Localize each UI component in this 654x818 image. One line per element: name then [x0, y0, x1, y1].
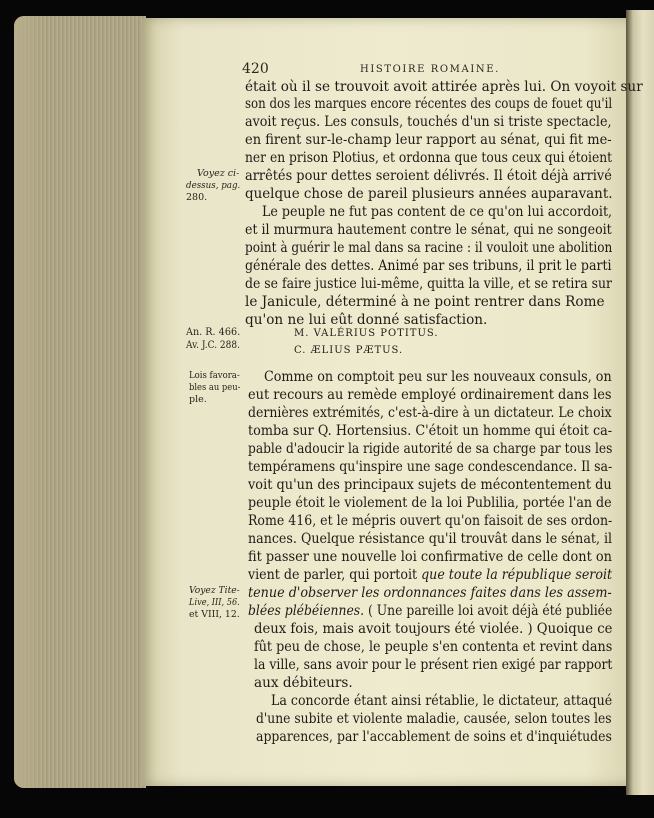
page-edges — [14, 16, 146, 788]
text-line: générale des dettes. Animé par ses tribuns, il prit le parti — [245, 258, 612, 274]
text-line: peuple étoit le violement de la loi Publilia, portée l'an de — [248, 495, 612, 511]
text-line: point à guérir le mal dans sa racine : il vouloit une abolition — [245, 240, 613, 256]
running-head: HISTOIRE ROMAINE. — [360, 64, 500, 75]
margin-note: et VIII, 12. — [189, 609, 240, 620]
margin-note: ple. — [189, 394, 207, 405]
text-line: la ville, sans avoir pour le présent rien exigé par rapport — [254, 657, 613, 673]
text-line: Le peuple ne fut pas content de ce qu'on lui accordoit, — [262, 204, 613, 220]
margin-note-date: An. R. 466. — [186, 327, 241, 338]
text-line: Rome 416, et le mépris ouvert qu'on faisoit de ses ordon- — [248, 513, 613, 529]
next-page-edge — [626, 10, 654, 795]
text-line: La concorde étant ainsi rétablie, le dictateur, attaqué — [271, 693, 613, 709]
text-line: le Janicule, déterminé à ne point rentrer dans Rome — [245, 294, 605, 310]
margin-note: 280. — [186, 192, 208, 203]
text-line: fit passer une nouvelle loi confirmative de celle dont on — [248, 549, 612, 565]
text-line: deux fois, mais avoit toujours été violée. ) Quoique ce — [254, 621, 613, 637]
consul-name: C. ÆLIUS PÆTUS. — [294, 345, 404, 356]
text-line: aux débiteurs. — [254, 675, 353, 691]
text-line: et il murmura hautement contre le sénat, qui ne songeoit — [245, 222, 612, 238]
law-quote: que toute la république seroit — [421, 567, 613, 583]
text-line: blées plébéiennes. ( Une pareille loi avoit déjà été publiée — [248, 603, 613, 619]
text-line: nances. Quelque résistance qu'il trouvât dans le sénat, il — [248, 531, 613, 547]
text-line: en firent sur-le-champ leur rapport au sénat, qui fit me- — [245, 132, 612, 148]
margin-note: bles au peu- — [189, 382, 241, 393]
text-line: son dos les marques encore récentes des coups de fouet qu'il — [245, 96, 613, 112]
text-line: vient de parler, qui portoit que toute la république seroit — [248, 567, 613, 583]
page-number: 420 — [242, 61, 269, 77]
law-quote: tenue d'observer les ordonnances faites dans les assem- — [248, 585, 612, 601]
text-line: apparences, par l'accablement de soins et d'inquiétudes — [256, 729, 612, 745]
margin-note: dessus, pag. — [186, 180, 241, 191]
margin-note: Voyez Tite- — [189, 585, 240, 596]
text-line: tempéramens qu'inspire une sage condescendance. Il sa- — [248, 459, 613, 475]
text-line: avoit reçus. Les consuls, touchés d'un si triste spectacle, — [245, 114, 612, 130]
law-quote: blées plébéiennes. — [248, 603, 365, 619]
text-line: voit qu'un des principaux sujets de mécontentement du — [248, 477, 612, 493]
text-line: arrêtés pour dettes seroient délivrés. Il étoit déjà arrivé — [245, 168, 612, 184]
page-header — [242, 61, 608, 79]
text-line: tomba sur Q. Hortensius. C'étoit un homme qui étoit ca- — [248, 423, 613, 439]
margin-note: Live, III, 56. — [189, 597, 240, 608]
margin-note: Lois favora- — [189, 370, 240, 381]
margin-note: Voyez ci- — [197, 168, 240, 179]
text-line: Comme on comptoit peu sur les nouveaux consuls, on — [264, 369, 612, 385]
text-line: était où il se trouvoit avoit attirée après lui. On voyoit sur — [245, 79, 643, 95]
margin-note-date: Av. J.C. 288. — [186, 340, 240, 351]
text-line: pable d'adoucir la rigide autorité de sa charge par tous les — [248, 441, 613, 457]
text-line: fût peu de chose, le peuple s'en contenta et revint dans — [254, 639, 613, 655]
text-line: quelque chose de pareil plusieurs années auparavant. — [245, 186, 613, 202]
text-line: qu'on ne lui eût donné satisfaction. — [245, 312, 488, 328]
text-line: de se faire justice lui-même, quitta la ville, et se retira sur — [245, 276, 612, 292]
text-line: dernières extrémités, c'est-à-dire à un dictateur. Le choix — [248, 405, 612, 421]
text-line: ner en prison Plotius, et ordonna que tous ceux qui étoient — [245, 150, 613, 166]
text-line: eut recours au remède employé ordinairement dans les — [248, 387, 612, 403]
text-line: d'une subite et violente maladie, causée, selon toutes les — [256, 711, 612, 727]
consul-name: M. VALÉRIUS POTITUS. — [294, 328, 439, 339]
